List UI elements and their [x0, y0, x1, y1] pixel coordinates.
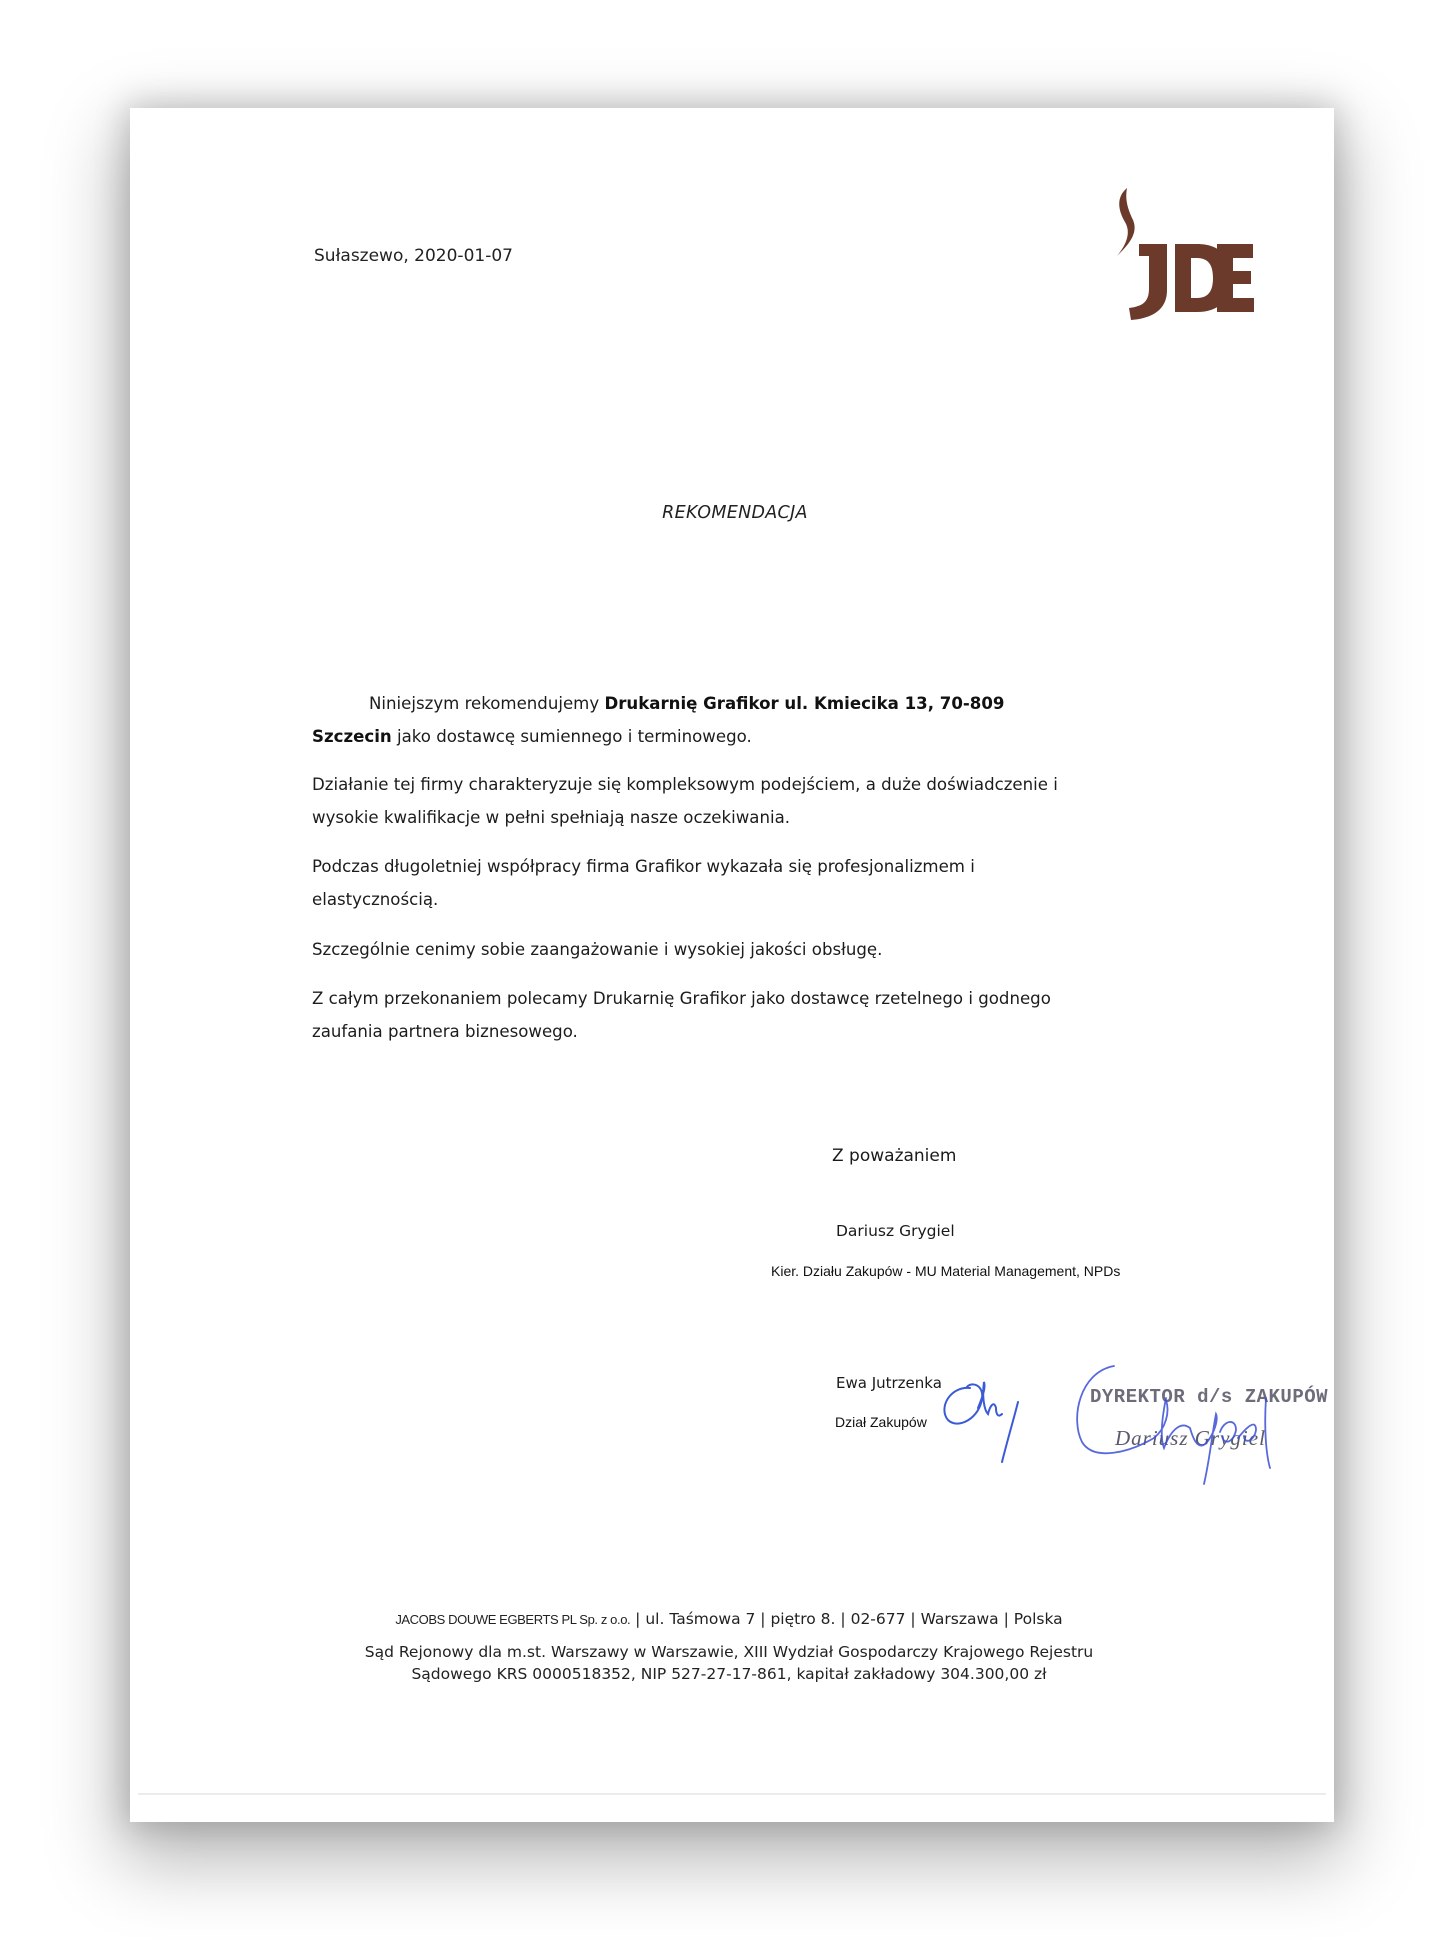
- closing-salutation: Z poważaniem: [832, 1146, 957, 1166]
- footer-separator: |: [635, 1610, 641, 1628]
- footer-company: JACOBS DOUWE EGBERTS PL Sp. z o.o.: [395, 1612, 631, 1627]
- letter-title: REKOMENDACJA: [662, 503, 808, 523]
- paragraph-4-line-1: Szczególnie cenimy sobie zaangażowanie i wysokiej jakości obsługę.: [312, 940, 883, 959]
- footer-separator: |: [910, 1610, 916, 1628]
- footer-registry-line-2: Sądowego KRS 0000518352, NIP 527-27-17-861, kapitał zakładowy 304.300,00 zł: [411, 1665, 1047, 1683]
- signer-role: Kier. Działu Zakupów - MU Material Management, NPDs: [771, 1263, 1121, 1279]
- date-line: Sułaszewo, 2020-01-07: [314, 246, 513, 266]
- footer-separator: |: [760, 1610, 766, 1628]
- footer-postcode: 02-677: [850, 1610, 906, 1628]
- cosigner-signature: [930, 1358, 1030, 1478]
- footer-company-line: [130, 1610, 1328, 1628]
- logo-letter-e: [1217, 244, 1254, 312]
- paragraph-1-line-2: [312, 727, 752, 747]
- cosigner-name: Ewa Jutrzenka: [836, 1374, 942, 1392]
- para1-rest: jako dostawcę sumiennego i terminowego.: [391, 727, 752, 746]
- footer-separator: |: [1003, 1610, 1009, 1628]
- paragraph-3-line-1: Podczas długoletniej współpracy firma Grafikor wykazała się profesjonalizmem i: [312, 857, 975, 876]
- signer-name: Dariusz Grygiel: [836, 1222, 955, 1240]
- footer-registry-line-1: Sąd Rejonowy dla m.st. Warszawy w Warszawie, XIII Wydział Gospodarczy Krajowego Rejestru: [364, 1643, 1094, 1661]
- footer-street: ul. Taśmowa 7: [645, 1610, 756, 1628]
- paragraph-5-line-2: zaufania partnera biznesowego.: [312, 1022, 578, 1041]
- para1-lead: Niniejszym rekomendujemy: [369, 694, 605, 713]
- letter-page: [130, 108, 1334, 1822]
- footer-floor: piętro 8.: [770, 1610, 836, 1628]
- paragraph-1-line-1: [369, 694, 1004, 714]
- para1-company: Drukarnię Grafikor ul. Kmiecika 13, 70-809: [604, 694, 1005, 713]
- cosigner-department: Dział Zakupów: [835, 1414, 927, 1430]
- director-signature: [1070, 1358, 1310, 1488]
- footer-city: Warszawa: [920, 1610, 999, 1628]
- para1-city: Szczecin: [312, 727, 392, 746]
- coffee-steam-icon: [1117, 188, 1135, 256]
- footer-separator: |: [840, 1610, 846, 1628]
- stamp-title: DYREKTOR d/s ZAKUPÓW: [1090, 1386, 1329, 1408]
- stamp-name: Dariusz Grygiel: [1115, 1426, 1266, 1450]
- scan-edge-line: [138, 1793, 1326, 1795]
- paragraph-5-line-1: Z całym przekonaniem polecamy Drukarnię Grafikor jako dostawcę rzetelnego i godnego: [312, 989, 1051, 1008]
- logo-letter-j: [1129, 244, 1167, 320]
- paragraph-2-line-1: Działanie tej firmy charakteryzuje się kompleksowym podejściem, a duże doświadczenie i: [312, 775, 1058, 794]
- paragraph-2-line-2: wysokie kwalifikacje w pełni spełniają nasze oczekiwania.: [312, 808, 791, 827]
- jde-logo: [1105, 186, 1255, 322]
- paragraph-3-line-2: elastycznością.: [312, 890, 439, 909]
- footer-country: Polska: [1013, 1610, 1063, 1628]
